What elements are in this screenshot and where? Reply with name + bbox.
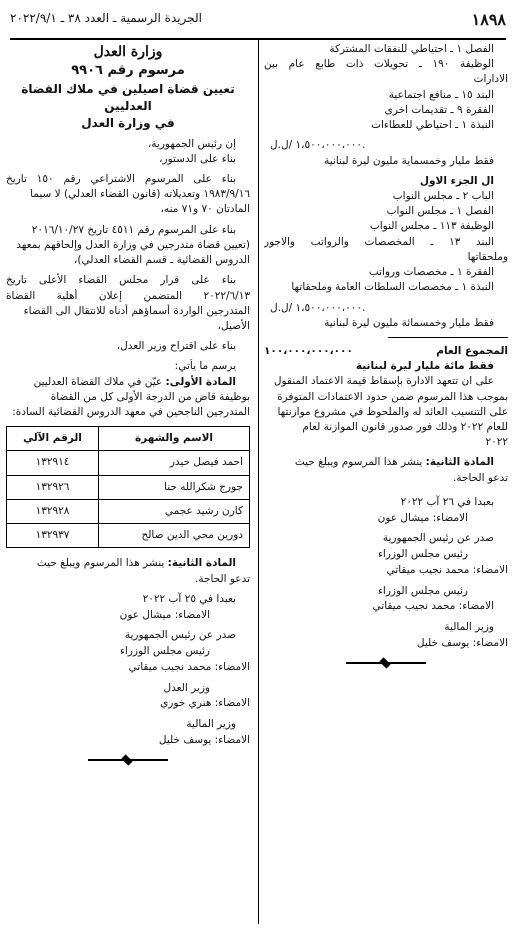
budget-line: الفصل ١ ـ احتياطي للنفقات المشتركة	[329, 43, 494, 55]
signature-line: الامضاء: يوسف خليل	[158, 733, 250, 746]
body-line: على التنسيب العائد له والملحوظ في مشروع موازنتها	[277, 405, 508, 418]
budget-line: الوظيفة ١٩٠ ـ تحويلات ذات طابع عام بين	[264, 58, 494, 71]
article-one-text: عيّن في ملاك القضاة العدليين	[33, 375, 163, 388]
article-two-label: المادة الثانية:	[425, 456, 494, 469]
column-header-number: الرقم الآلي	[7, 427, 99, 451]
ministry-title: وزارة العدل	[93, 44, 163, 60]
column-header-name: الاسم والشهرة	[99, 427, 250, 451]
decree-subject: تعيين قضاة اصيلين في ملاك القضاة العدليين	[21, 82, 235, 113]
paragraph-line: بناء على المرسوم الاشتراعي رقم ١٥٠ تاريخ	[6, 172, 236, 185]
grand-total-amount: ١٠٠،٠٠٠،٠٠٠،٠٠٠	[264, 344, 353, 357]
judge-number: ١٣٢٩٣٧	[7, 524, 99, 548]
article-two	[264, 455, 508, 470]
article-one	[6, 375, 250, 390]
budget-line: الوظيفة ١١٣ ـ مجلس النواب	[369, 220, 494, 233]
body-line: للعام ٢٠٢٢ وذلك فور صدور قانون الموازنة لعام	[302, 421, 508, 434]
budget-line: الفصل ١ ـ مجلس النواب	[386, 205, 494, 218]
signature-line: بعبدا في ٢٥ آب ٢٠٢٢	[142, 592, 236, 605]
paragraph-line: بناء على المرسوم رقم ٤٥١١ تاريخ ٢٠١٦/١٠/٢٧	[31, 223, 236, 236]
signature-line: الامضاء: يوسف خليل	[416, 636, 508, 649]
budget-line: الادارات	[473, 73, 508, 86]
judge-number: ١٣٢٩١٤	[7, 451, 99, 475]
amount-words: فقط مليار وخمسمائة مليون ليرة لبنانية	[324, 316, 494, 329]
paragraph-line: (تعيين قضاة متدرجين في وزارة العدل وإلحاقهم بمعهد	[16, 238, 250, 251]
section-title: ال الجزء الاول	[419, 174, 494, 187]
judge-name: كارن رشيد عجمي	[99, 499, 250, 523]
end-ornament	[346, 658, 426, 668]
body-line: بموجب هذا المرسوم ضمن حدود الاعتمادات المتوفرة	[277, 390, 508, 403]
article-two-text: ينشر هذا المرسوم ويبلغ حيث	[294, 456, 423, 469]
article-two-continuation: تدعو الحاجة.	[194, 572, 250, 585]
signature-line: رئيس مجلس الوزراء	[377, 548, 468, 561]
judges-table	[6, 426, 250, 548]
preamble-line: بناء على الدستور،	[159, 152, 236, 165]
signature-line: وزير العدل	[163, 681, 210, 694]
preamble-line: إن رئيس الجمهورية،	[147, 137, 236, 150]
article-two	[6, 556, 250, 571]
amount-words: فقط مليار وخمسماية مليون ليرة لبنانية	[324, 154, 494, 167]
budget-line: وملحقاتها	[467, 250, 508, 263]
signature-line: وزير المالية	[186, 718, 236, 731]
table-row	[7, 475, 250, 499]
article-one-line: بوظيفة قاض من الدرجة الأولى كل من القضاة	[50, 390, 250, 403]
budget-line: البند ١٣ ـ المخصصات والرواتب والاجور	[264, 235, 494, 248]
amount-figure: ١،٥٠٠،٠٠٠،٠٠٠ /ل.ل.	[270, 301, 366, 314]
journal-issue-line: الجريدة الرسمية ـ العدد ٣٨ ـ ٢٠٢٢/٩/١	[10, 11, 202, 25]
signature-line: رئيس مجلس الوزراء	[119, 645, 210, 658]
right-column	[264, 42, 508, 668]
end-ornament	[88, 755, 168, 765]
grand-total-label: المجموع العام	[436, 344, 508, 357]
proposal-line: بناء على اقتراح وزير العدل،	[116, 340, 236, 353]
separator-rule	[388, 337, 508, 338]
page-header	[6, 8, 510, 34]
paragraph-line: الدروس القضائية ـ قسم القضاء العدلي)،	[74, 254, 250, 267]
signature-line: رئيس مجلس الوزراء	[377, 584, 468, 597]
budget-line: الفقرة ١ ـ مخصصات ورواتب	[368, 266, 494, 279]
signature-block	[264, 495, 508, 652]
decree-subject-cont: في وزارة العدل	[81, 115, 175, 130]
amount-figure: ١،٥٠٠،٠٠٠،٠٠٠ /ل.ل.	[270, 139, 366, 152]
table-row	[7, 451, 250, 475]
table-header-row	[7, 427, 250, 451]
budget-line: النبذة ١ ـ مخصصات السلطات العامة وملحقاتها	[291, 281, 494, 294]
column-divider	[258, 40, 259, 924]
body-line: ٢٠٢٢	[485, 436, 508, 449]
signature-line: صدر عن رئيس الجمهورية	[124, 629, 236, 642]
signature-line: الامضاء: ميشال عون	[119, 608, 210, 621]
budget-line: الفقرة ٩ ـ تقديمات اخرى	[384, 103, 494, 116]
grand-total-row	[264, 344, 508, 359]
article-two-continuation: تدعو الحاجة.	[452, 471, 508, 484]
grand-total-words: فقط مائة مليار ليرة لبنانية	[355, 360, 494, 373]
body-line: على ان تتعهد الادارة بإسقاط قيمة الاعتماد المنقول	[273, 375, 494, 388]
article-two-label: المادة الثانية:	[167, 557, 236, 570]
decree-number: مرسوم رقم ٩٩٠٦	[71, 63, 185, 79]
article-two-text: ينشر هذا المرسوم ويبلغ حيث	[36, 557, 165, 570]
paragraph-line: ١٩٨٣/٩/١٦ وتعديلاته (قانون القضاء العدلي) لا سيما	[30, 188, 250, 201]
page-number: ١٨٩٨	[471, 10, 506, 29]
signature-line: وزير المالية	[444, 621, 494, 634]
signature-line: بعبدا في ٢٦ آب ٢٠٢٢	[400, 495, 494, 508]
left-column	[6, 42, 250, 765]
article-one-label: المادة الأولى:	[165, 375, 236, 388]
judge-name: دورين محي الدين صالح	[99, 524, 250, 548]
judge-name: جورج شكرالله حنا	[99, 475, 250, 499]
table-row	[7, 499, 250, 523]
signature-line: صدر عن رئيس الجمهورية	[382, 532, 494, 545]
judge-name: احمد فيصل حيدر	[99, 451, 250, 475]
signature-line: الامضاء: محمد نجيب ميقاتي	[386, 563, 508, 576]
budget-line: النبذة ١ ـ احتياطي للعطاءات	[371, 119, 494, 132]
signature-line: الامضاء: هنري خوري	[160, 697, 250, 710]
paragraph-line: المتدرجين الواردة أسماؤهم أدناه للانتقال الى القضاء	[23, 304, 250, 317]
paragraph-line: المادتان ٧٠ و٧١ منه،	[160, 203, 250, 216]
paragraph-line: الأصيل،	[217, 319, 250, 332]
budget-line: البند ١٥ ـ منافع اجتماعية	[388, 88, 494, 101]
judge-number: ١٣٢٩٢٨	[7, 499, 99, 523]
decrees-line: يرسم ما يأتي:	[174, 360, 236, 373]
signature-block	[6, 592, 250, 749]
paragraph-line: بناء على قرار مجلس القضاء الأعلى تاريخ	[6, 274, 236, 287]
table-row	[7, 524, 250, 548]
signature-line: الامضاء: ميشال عون	[377, 511, 468, 524]
signature-line: الامضاء: محمد نجيب ميقاتي	[372, 600, 494, 613]
article-one-line: المتدرجين الناجحين في معهد الدروس القضائية السادة:	[12, 406, 250, 419]
budget-line: الباب ٢ ـ مجلس النواب	[392, 189, 494, 202]
signature-line: الامضاء: محمد نجيب ميقاتي	[128, 660, 250, 673]
paragraph-line: ٢٠٢٢/٦/١٣ المتضمن إعلان أهلية القضاة	[6, 289, 250, 302]
judge-number: ١٣٢٩٢٦	[7, 475, 99, 499]
